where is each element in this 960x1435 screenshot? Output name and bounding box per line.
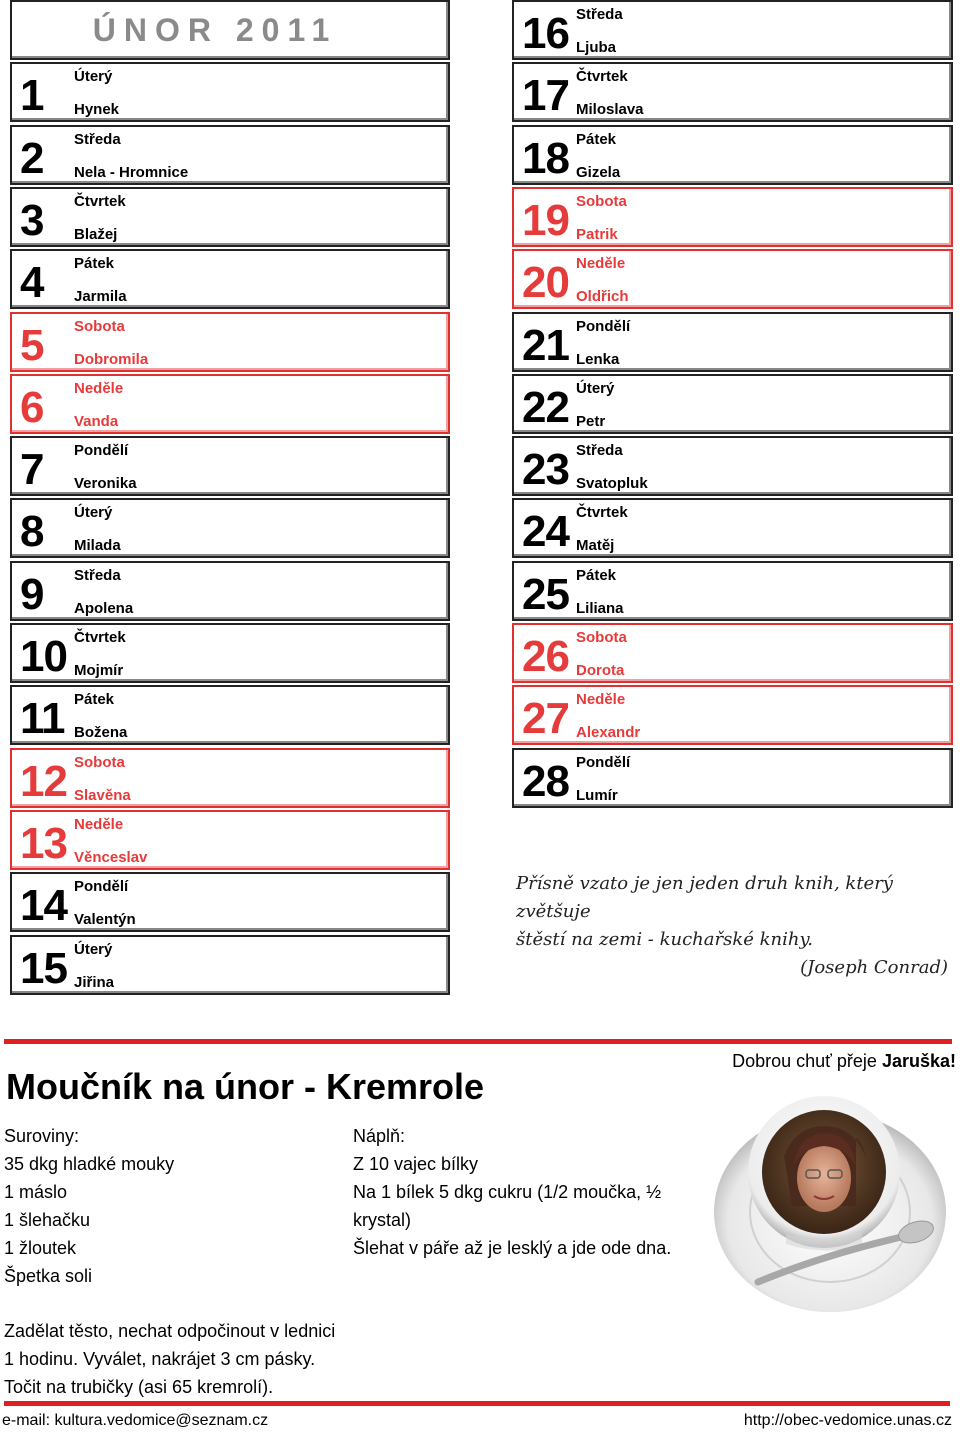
calendar-day [512, 623, 953, 683]
day-nameday: Petr [576, 412, 606, 430]
ingredient-item: 1 máslo [4, 1182, 68, 1202]
day-number: 6 [20, 382, 44, 432]
day-weekday: Středa [576, 6, 623, 23]
day-weekday: Pondělí [576, 317, 631, 335]
day-number: 28 [522, 756, 569, 806]
quote-line-2: štěstí na zemi - kuchařské knihy. [516, 929, 813, 950]
day-nameday: Matěj [576, 537, 615, 555]
calendar-day [10, 249, 450, 309]
day-weekday: Neděle [576, 691, 626, 709]
day-number: 16 [522, 9, 569, 58]
day-number: 21 [522, 320, 569, 370]
calendar-day [10, 748, 450, 808]
day-weekday: Neděle [576, 255, 626, 273]
day-number: 3 [20, 195, 44, 245]
day-number: 26 [522, 632, 569, 681]
day-weekday: Pátek [74, 691, 115, 709]
ingredients-column [4, 1122, 174, 1290]
filling-line: Na 1 bílek 5 dkg cukru (1/2 moučka, ½ [353, 1182, 662, 1202]
calendar-day [512, 374, 953, 434]
day-number: 25 [522, 569, 569, 619]
day-nameday: Lenka [576, 350, 620, 368]
quote-line-1: Přísně vzato je jen jeden druh knih, který zvětšuje [516, 873, 893, 922]
ingredient-item: Špetka soli [4, 1266, 93, 1286]
day-nameday: Valentýn [74, 911, 136, 929]
day-weekday: Úterý [74, 68, 113, 86]
day-weekday: Pátek [576, 566, 617, 584]
filling-line: Šlehat v páře až je lesklý a jde ode dna. [353, 1238, 672, 1258]
greeting-name: Jaruška! [881, 1051, 956, 1071]
day-weekday: Úterý [74, 504, 113, 522]
filling-column [353, 1122, 671, 1262]
filling-line: krystal) [353, 1210, 411, 1230]
day-nameday: Liliana [576, 599, 624, 617]
calendar-day [512, 748, 953, 808]
calendar-day [512, 312, 953, 372]
day-number: 14 [20, 881, 67, 931]
day-number: 2 [20, 133, 44, 183]
instructions [4, 1317, 335, 1401]
day-weekday: Pátek [74, 255, 115, 273]
calendar-day [512, 561, 953, 621]
day-weekday: Sobota [576, 629, 627, 646]
instruction-line: Točit na trubičky (asi 65 kremrolí). [4, 1377, 274, 1397]
day-nameday: Alexandr [576, 724, 641, 742]
calendar-day [512, 0, 953, 60]
calendar-day [10, 935, 450, 995]
day-number: 5 [20, 320, 44, 370]
day-nameday: Jarmila [74, 288, 127, 306]
calendar-day [512, 187, 953, 247]
calendar-day [512, 436, 953, 496]
quote [516, 870, 952, 982]
coffee-cup-photo [706, 1086, 954, 1316]
day-nameday: Ljuba [576, 39, 616, 56]
filling-heading: Náplň: [353, 1126, 406, 1146]
day-nameday: Blažej [74, 225, 118, 243]
day-number: 8 [20, 507, 44, 557]
ingredients-heading: Suroviny: [4, 1126, 80, 1146]
calendar-day [512, 62, 953, 122]
day-nameday: Nela - Hromnice [74, 163, 189, 181]
day-number: 22 [522, 382, 569, 432]
day-number: 9 [20, 569, 44, 619]
calendar-day [512, 249, 953, 309]
day-number: 1 [20, 71, 44, 121]
quote-author: (Joseph Conrad) [800, 957, 948, 978]
calendar-day [10, 62, 450, 122]
day-number: 17 [522, 71, 569, 121]
day-weekday: Středa [576, 442, 623, 460]
day-weekday: Sobota [74, 317, 125, 335]
month-title: ÚNOR 2011 [92, 12, 338, 48]
calendar-day [10, 125, 450, 185]
day-number: 15 [20, 943, 67, 993]
filling-line: Z 10 vajec bílky [353, 1154, 479, 1174]
day-nameday: Mojmír [74, 662, 124, 679]
day-weekday: Sobota [576, 192, 627, 210]
greeting-prefix: Dobrou chuť přeje [732, 1051, 882, 1071]
day-nameday: Oldřich [576, 288, 629, 306]
day-nameday: Svatopluk [576, 475, 648, 493]
day-nameday: Jiřina [74, 973, 115, 991]
day-nameday: Gizela [576, 163, 621, 181]
day-number: 7 [20, 445, 44, 495]
recipe-title: Moučník na únor - Kremrole [6, 1066, 485, 1107]
divider-bottom [4, 1401, 950, 1406]
calendar-day [10, 623, 450, 683]
day-nameday: Milada [74, 537, 121, 555]
day-nameday: Veronika [74, 475, 137, 493]
day-number: 19 [522, 195, 569, 245]
calendar-day [10, 685, 450, 745]
instruction-line: Zadělat těsto, nechat odpočinout v lednici [4, 1321, 336, 1341]
greeting [732, 1051, 956, 1072]
footer-email[interactable]: e-mail: kultura.vedomice@seznam.cz [2, 1412, 269, 1429]
ingredient-item: 1 šlehačku [4, 1210, 91, 1230]
day-number: 18 [522, 133, 569, 183]
calendar-day [10, 561, 450, 621]
day-nameday: Patrik [576, 225, 618, 243]
day-number: 4 [20, 258, 44, 308]
month-title-box [10, 0, 450, 60]
day-weekday: Úterý [74, 940, 113, 958]
calendar-day [10, 187, 450, 247]
calendar-day [512, 125, 953, 185]
instruction-line: 1 hodinu. Vyválet, nakrájet 3 cm pásky. [4, 1349, 316, 1369]
day-nameday: Dobromila [74, 350, 149, 368]
day-number: 20 [522, 258, 569, 308]
day-number: 12 [20, 756, 67, 806]
calendar-day [512, 498, 953, 558]
day-number: 27 [522, 694, 569, 744]
day-weekday: Sobota [74, 753, 125, 771]
day-nameday: Vanda [74, 412, 119, 430]
day-nameday: Věnceslav [74, 848, 148, 866]
calendar-day [10, 872, 450, 932]
ingredient-item: 35 dkg hladké mouky [4, 1154, 175, 1174]
day-weekday: Pondělí [74, 878, 129, 896]
day-nameday: Hynek [74, 101, 120, 119]
day-weekday: Čtvrtek [74, 192, 126, 210]
day-number: 13 [20, 818, 67, 868]
day-nameday: Dorota [576, 662, 625, 679]
day-weekday: Středa [74, 566, 121, 584]
footer-url[interactable]: http://obec-vedomice.unas.cz [743, 1412, 952, 1429]
day-weekday: Čtvrtek [576, 68, 628, 86]
day-weekday: Čtvrtek [74, 629, 126, 646]
day-nameday: Božena [74, 724, 128, 742]
day-number: 23 [522, 445, 569, 495]
divider-top [4, 1039, 952, 1044]
day-weekday: Středa [74, 130, 121, 148]
day-weekday: Úterý [576, 379, 615, 397]
calendar-day [10, 810, 450, 870]
day-nameday: Lumír [576, 786, 618, 804]
day-weekday: Neděle [74, 815, 124, 833]
calendar-day [10, 498, 450, 558]
calendar-day [10, 436, 450, 496]
calendar-day [512, 685, 953, 745]
day-number: 24 [522, 507, 569, 557]
day-number: 11 [20, 694, 65, 744]
day-number: 10 [20, 632, 67, 681]
day-weekday: Pátek [576, 130, 617, 148]
calendar-day [10, 374, 450, 434]
day-weekday: Neděle [74, 379, 124, 397]
day-nameday: Miloslava [576, 101, 644, 119]
day-nameday: Slavěna [74, 786, 131, 804]
day-weekday: Pondělí [74, 442, 129, 460]
calendar-day [10, 312, 450, 372]
ingredient-item: 1 žloutek [4, 1238, 77, 1258]
day-weekday: Pondělí [576, 753, 631, 771]
face [797, 1144, 851, 1212]
day-nameday: Apolena [74, 599, 134, 617]
day-weekday: Čtvrtek [576, 504, 628, 522]
